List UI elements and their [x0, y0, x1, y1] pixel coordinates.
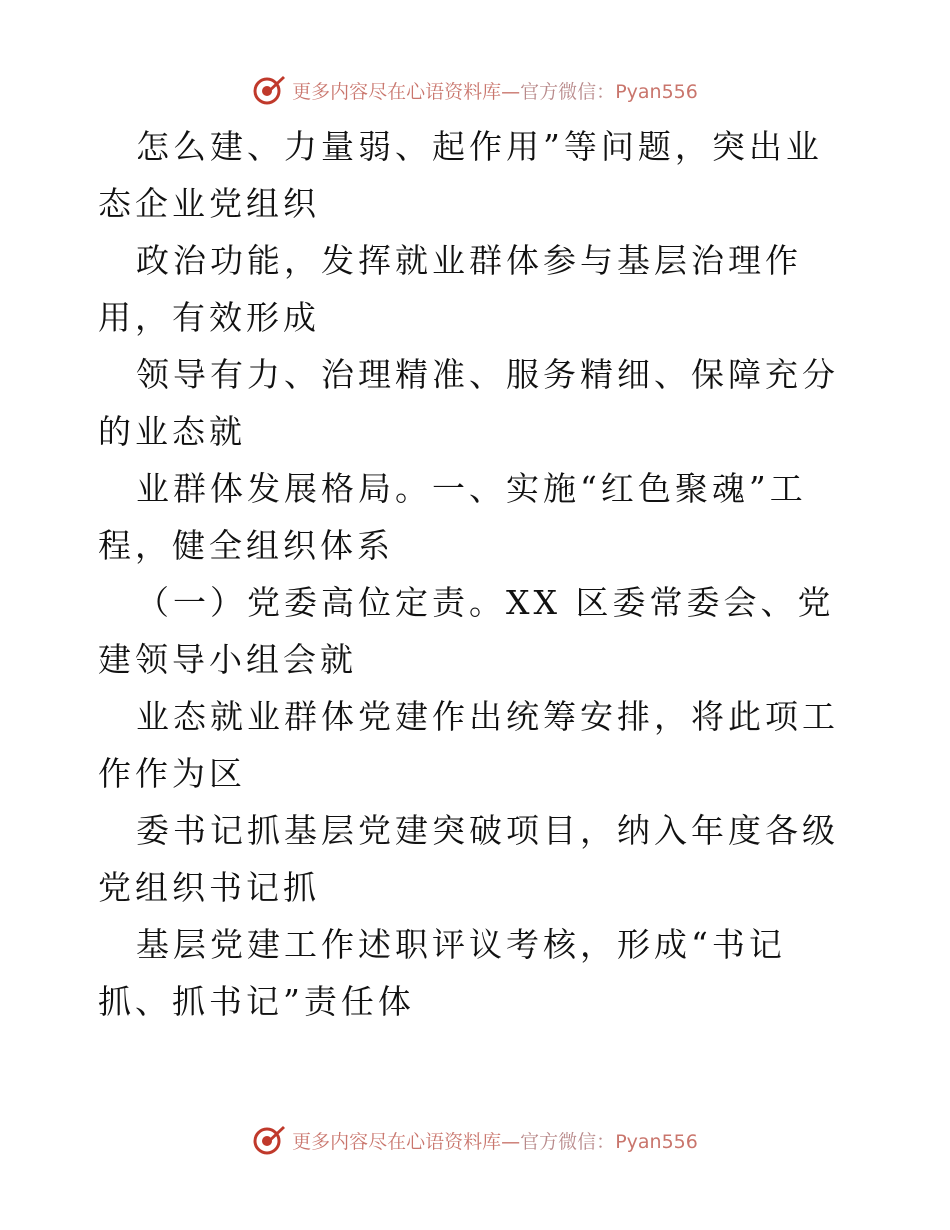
paragraph: 政治功能，发挥就业群体参与基层治理作用，有效形成	[98, 241, 802, 337]
document-body	[98, 118, 858, 1030]
watermark-dash: —	[501, 1130, 521, 1153]
watermark-wechat-id: Pyan556	[615, 80, 698, 103]
pen-logo-icon	[252, 1123, 286, 1157]
paragraph: 业群体发展格局。一、实施“红色聚魂”工程，健全组织体系	[98, 469, 807, 565]
watermark-wechat-label: 官方微信：	[520, 1130, 616, 1153]
watermark-wechat-id: Pyan556	[615, 1130, 698, 1153]
watermark-text	[292, 1127, 698, 1154]
pen-logo-icon	[252, 73, 286, 107]
paragraph: （一）党委高位定责。XX 区委常委会、党建领导小组会就	[98, 583, 835, 679]
paragraph: 领导有力、治理精准、服务精细、保障充分的业态就	[98, 355, 839, 451]
paragraph: 怎么建、力量弱、起作用”等问题，突出业态企业党组织	[98, 127, 823, 223]
header-watermark	[0, 70, 950, 110]
paragraph: 业态就业群体党建作出统筹安排，将此项工作作为区	[98, 697, 839, 793]
paragraph: 基层党建工作述职评议考核，形成“书记抓、抓书记”责任体	[98, 925, 786, 1021]
watermark-text	[292, 77, 698, 104]
watermark-site: 更多内容尽在心语资料库	[292, 1130, 502, 1153]
watermark-wechat-label: 官方微信：	[520, 80, 616, 103]
paragraph: 委书记抓基层党建突破项目，纳入年度各级党组织书记抓	[98, 811, 839, 907]
footer-watermark	[0, 1120, 950, 1160]
watermark-site: 更多内容尽在心语资料库	[292, 80, 502, 103]
watermark-dash: —	[501, 80, 521, 103]
